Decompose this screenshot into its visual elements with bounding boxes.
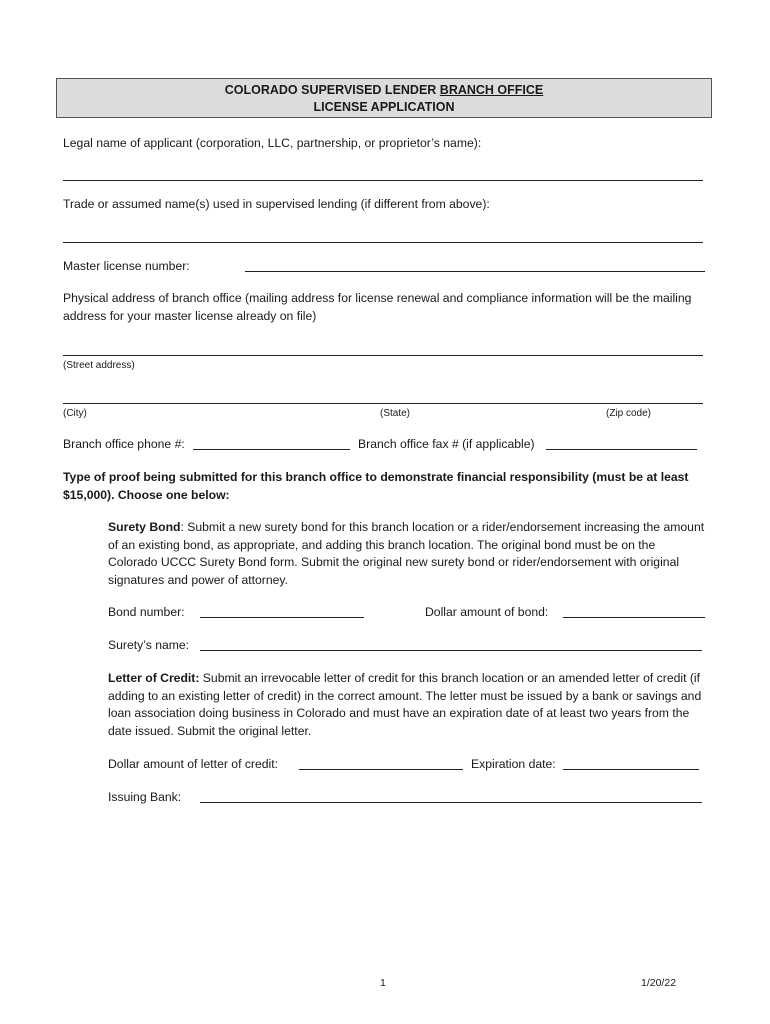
street-caption: (Street address) xyxy=(63,360,135,371)
phone-label: Branch office phone #: xyxy=(63,437,185,451)
phone-field[interactable] xyxy=(193,449,350,450)
title-line-2: LICENSE APPLICATION xyxy=(313,100,455,114)
issuing-bank-label: Issuing Bank: xyxy=(108,790,182,804)
expiration-date-field[interactable] xyxy=(563,769,699,770)
physical-address-label: Physical address of branch office (mailing address for license renewal and compliance information will be the mailing address for your master license already on file) xyxy=(63,291,692,323)
surety-bond-title: Surety Bond xyxy=(108,520,181,534)
letter-of-credit-description xyxy=(108,670,708,740)
city-caption: (City) xyxy=(63,408,87,419)
letter-of-credit-text: Submit an irrevocable letter of credit for this branch location or an amended letter of credit (if adding to an existing letter of credit) in the correct amount. The letter must be issued by a bank or savings and loan association doing business in Colorado and must have an expiration date of at least two years from the date issued. Submit the original letter. xyxy=(108,671,702,738)
page-number: 1 xyxy=(380,977,386,989)
form-title xyxy=(56,78,712,118)
trade-name-field[interactable] xyxy=(63,242,703,243)
legal-name-field[interactable] xyxy=(63,180,703,181)
title-line-1 xyxy=(57,82,711,99)
revision-date: 1/20/22 xyxy=(641,977,677,989)
surety-name-label: Surety’s name: xyxy=(108,638,190,652)
legal-name-label: Legal name of applicant (corporation, LLC, partnership, or proprietor’s name): xyxy=(63,136,482,150)
title-prefix: COLORADO SUPERVISED LENDER xyxy=(224,83,440,97)
expiration-date-label: Expiration date: xyxy=(471,757,556,771)
letter-of-credit-title: Letter of Credit: xyxy=(108,671,200,685)
bond-amount-label: Dollar amount of bond: xyxy=(425,605,549,619)
proof-heading: Type of proof being submitted for this branch office to demonstrate financial responsibility (must be at least $15,000). Choose one below: xyxy=(63,470,689,502)
fax-field[interactable] xyxy=(546,449,697,450)
surety-bond-text: : Submit a new surety bond for this branch location or a rider/endorsement increasing the amount of an existing bond, as appropriate, and adding this branch location. The original bond must be on the Colorado UCCC Surety Bond form. Submit the original new surety bond or rider/endorsement with original signatures and power of attorney. xyxy=(108,520,705,587)
city-state-zip-field[interactable] xyxy=(63,403,703,404)
master-license-field[interactable] xyxy=(245,271,705,272)
letter-amount-field[interactable] xyxy=(299,769,463,770)
master-license-label: Master license number: xyxy=(63,259,190,273)
zip-caption: (Zip code) xyxy=(606,408,652,419)
bond-number-field[interactable] xyxy=(200,617,364,618)
trade-name-label: Trade or assumed name(s) used in supervised lending (if different from above): xyxy=(63,197,490,211)
title-underlined: BRANCH OFFICE xyxy=(439,83,544,97)
issuing-bank-field[interactable] xyxy=(200,802,702,803)
surety-bond-description xyxy=(108,519,708,589)
letter-amount-label: Dollar amount of letter of credit: xyxy=(108,757,279,771)
surety-name-field[interactable] xyxy=(200,650,702,651)
bond-number-label: Bond number: xyxy=(108,605,185,619)
street-address-field[interactable] xyxy=(63,355,703,356)
bond-amount-field[interactable] xyxy=(563,617,705,618)
state-caption: (State) xyxy=(380,408,411,419)
fax-label: Branch office fax # (if applicable) xyxy=(358,437,535,451)
